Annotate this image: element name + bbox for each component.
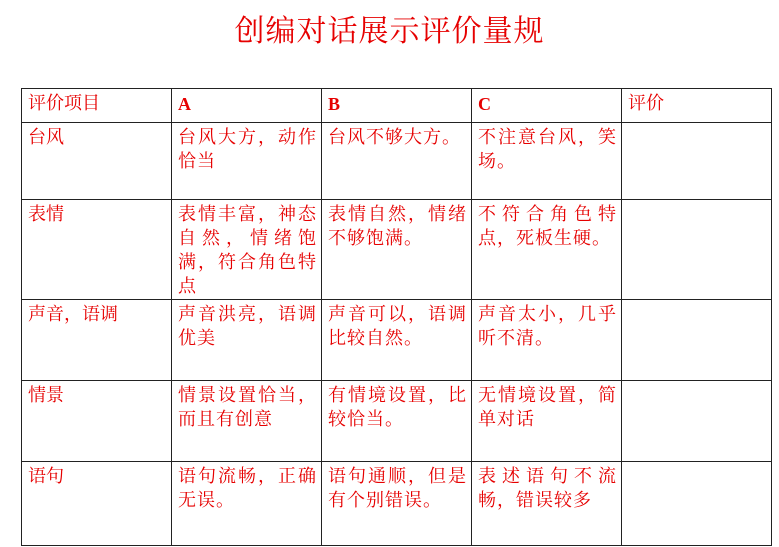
level-b-description: 台风不够大方。 [322, 123, 472, 200]
level-b-description: 有情境设置，比较恰当。 [322, 381, 472, 462]
level-a-description: 情景设置恰当，而且有创意 [172, 381, 322, 462]
level-b-description: 表情自然，情绪不够饱满。 [322, 200, 472, 300]
score-cell[interactable] [622, 200, 772, 300]
table-header-row [22, 89, 772, 123]
level-a-description: 台风大方，动作恰当 [172, 123, 322, 200]
level-c-description: 不注意台风，笑场。 [472, 123, 622, 200]
score-cell[interactable] [622, 300, 772, 381]
score-cell[interactable] [622, 381, 772, 462]
criterion-name: 语句 [22, 462, 172, 546]
table-row [22, 200, 772, 300]
level-c-description: 无情境设置，简单对话 [472, 381, 622, 462]
header-item: 评价项目 [22, 89, 172, 123]
header-level-b: B [322, 89, 472, 123]
criterion-name: 情景 [22, 381, 172, 462]
level-a-description: 语句流畅，正确无误。 [172, 462, 322, 546]
table-row [22, 462, 772, 546]
page-title: 创编对话展示评价量规 [234, 14, 545, 49]
level-b-description: 语句通顺，但是有个别错误。 [322, 462, 472, 546]
criterion-name: 声音，语调 [22, 300, 172, 381]
level-c-description: 表述语句不流畅，错误较多 [472, 462, 622, 546]
rubric-table [21, 88, 772, 546]
criterion-name: 表情 [22, 200, 172, 300]
table-row [22, 300, 772, 381]
header-level-c: C [472, 89, 622, 123]
level-c-description: 声音太小，几乎听不清。 [472, 300, 622, 381]
table-row [22, 123, 772, 200]
level-a-description: 声音洪亮，语调优美 [172, 300, 322, 381]
header-score: 评价 [622, 89, 772, 123]
level-c-description: 不符合角色特点，死板生硬。 [472, 200, 622, 300]
header-level-a: A [172, 89, 322, 123]
table-row [22, 381, 772, 462]
score-cell[interactable] [622, 462, 772, 546]
level-b-description: 声音可以，语调比较自然。 [322, 300, 472, 381]
criterion-name: 台风 [22, 123, 172, 200]
level-a-description: 表情丰富，神态自然，情绪饱满，符合角色特点 [172, 200, 322, 300]
score-cell[interactable] [622, 123, 772, 200]
